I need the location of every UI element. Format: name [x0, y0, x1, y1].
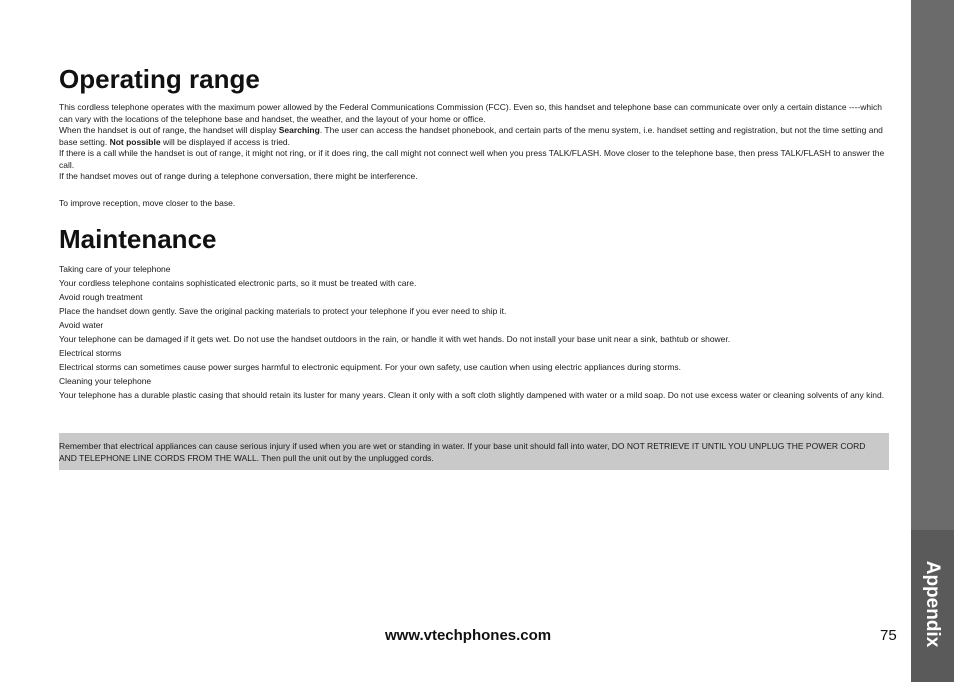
maintenance-subheading: Electrical storms [59, 348, 122, 358]
maintenance-text: Your cordless telephone contains sophisticated electronic parts, so it must be treated with care. [59, 278, 417, 288]
operating-range-paragraph-5: To improve reception, move closer to the base. [59, 198, 236, 208]
operating-range-paragraph-4: If the handset moves out of range during a telephone conversation, there might be interference. [59, 171, 418, 181]
p2-text-mid: . The user can access the handset phonebook, and certain parts of the menu system, i.e. handset setting and registration, but not the time setting and base setting. [59, 125, 883, 147]
operating-range-paragraph-2 [59, 125, 891, 148]
operating-range-paragraph-1: This cordless telephone operates with the maximum power allowed by the Federal Communications Commission (FCC). Even so, this handset and telephone base can communicate over only a certain distance ----which can vary with the locations of the telephone base and handset, the weather, and the layout of your home or office. [59, 102, 882, 124]
maintenance-text: Electrical storms can sometimes cause power surges harmful to electronic equipment. For your own safety, use caution when using electric appliances during storms. [59, 362, 682, 372]
searching-term: Searching [278, 125, 320, 135]
maintenance-heading: Maintenance [59, 224, 217, 254]
maintenance-text: Your telephone has a durable plastic casing that should retain its luster for many years. Clean it only with a soft cloth slightly dampened with water or a mild soap. Do not use excess water or cleaning solvents of any kind. [59, 390, 885, 400]
maintenance-subheading: Cleaning your telephone [59, 376, 152, 386]
maintenance-subheading: Taking care of your telephone [59, 264, 171, 274]
footer-url: www.vtechphones.com [385, 627, 552, 644]
maintenance-text: Your telephone can be damaged if it gets wet. Do not use the handset outdoors in the rain, or handle it with wet hands. Do not install your base unit near a sink, bathtub or shower. [59, 334, 731, 344]
not-possible-term: Not possible [109, 136, 161, 147]
maintenance-subheading: Avoid rough treatment [59, 292, 143, 302]
maintenance-subheading: Avoid water [59, 320, 104, 330]
operating-range-heading: Operating range [59, 64, 260, 94]
appendix-tab-label: Appendix [922, 560, 943, 648]
warning-text: Remember that electrical appliances can cause serious injury if used when you are wet or standing in water. If your base unit should fall into water, DO NOT RETRIEVE IT UNTIL YOU UNPLUG THE POWER CORD AND TELEPHONE LINE CORDS FROM THE WALL. Then pull the unit out by the unplugged cords. [59, 441, 866, 463]
p2-text-after: will be displayed if access is tried. [160, 136, 291, 147]
p2-text-before: When the handset is out of range, the handset will display [59, 125, 279, 135]
page-number: 75 [880, 627, 897, 644]
operating-range-paragraph-3: If there is a call while the handset is out of range, it might not ring, or if it does ring, the call might not connect well when you press TALK/FLASH. Move closer to the telephone base, then press TALK/FLASH to answer the call. [59, 148, 885, 170]
maintenance-text: Place the handset down gently. Save the original packing materials to protect your telephone if you ever need to ship it. [59, 306, 507, 316]
